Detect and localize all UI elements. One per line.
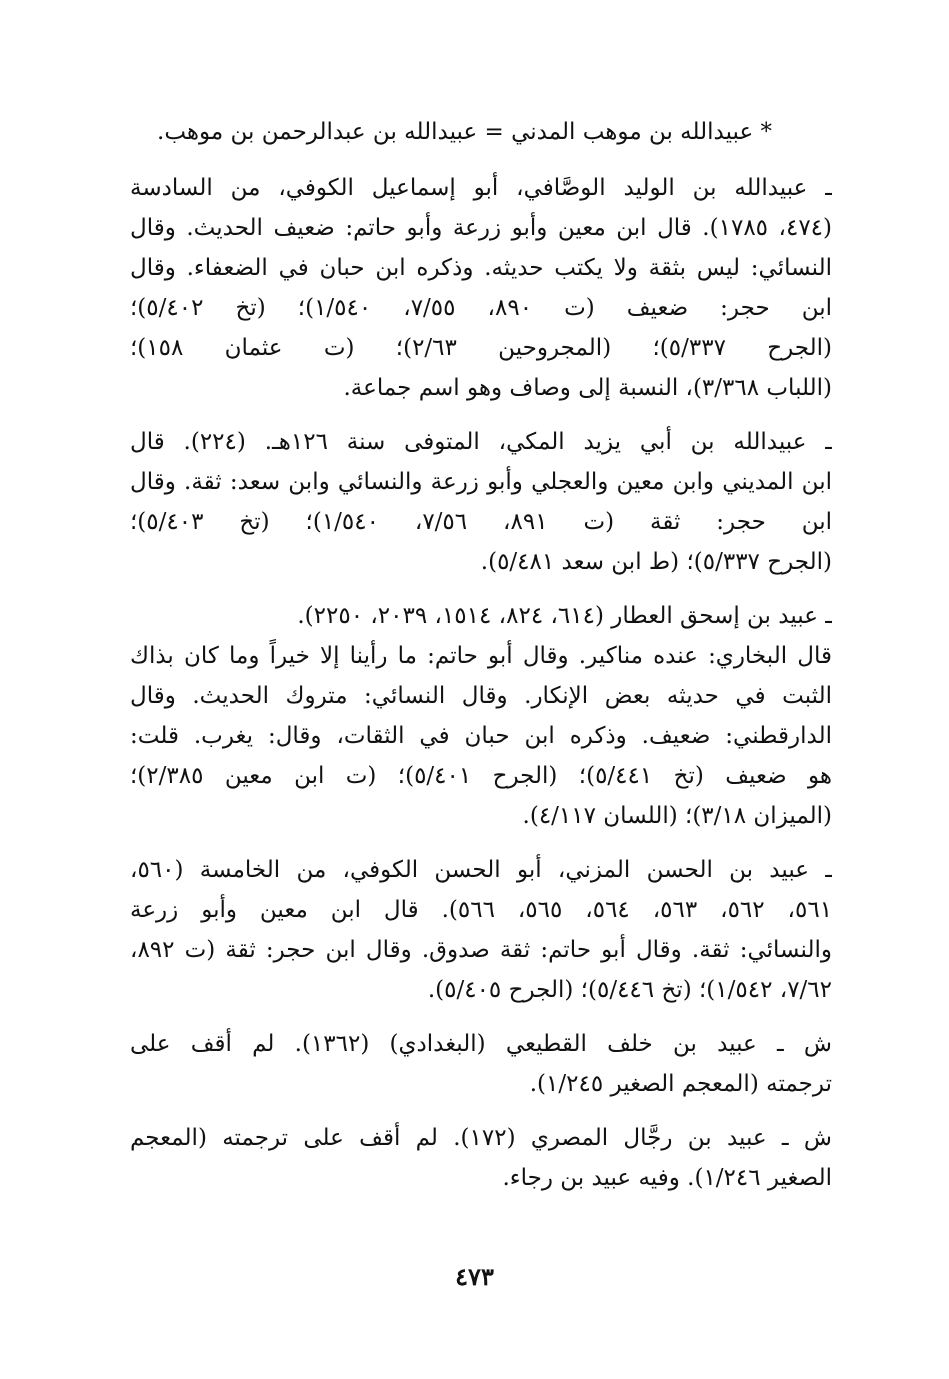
entry-line: ابن المديني وابن معين والعجلي وأبو زرعة والنسائي وابن سعد: ثقة. وقال [130,469,832,495]
page-body [130,112,832,1212]
entry-line: الصغير ١/٢٤٦). وفيه عبيد بن رجاء. [502,1165,832,1191]
entry-line: ابن حجر: ضعيف (ت ٨٩٠، ٧/٥٥، ١/٥٤٠)؛ (تخ ٥/٤٠٢)؛ [130,295,832,321]
entry-ubayd-ishaq [130,596,832,836]
entry-line: (الجرح ٥/٣٣٧)؛ (المجروحين ٢/٦٣)؛ (ت عثمان ١٥٨)؛ [130,335,832,361]
entry-ubayd-khalaf [130,1024,832,1104]
entry-line: ٥٦١، ٥٦٢، ٥٦٣، ٥٦٤، ٥٦٥، ٥٦٦). قال ابن معين وأبو زرعة [130,897,832,923]
entry-line: (الميزان ٣/١٨)؛ (اللسان ٤/١١٧). [522,803,832,829]
page-number: ٤٧٣ [455,1262,494,1291]
entry-line: (٤٧٤، ١٧٨٥). قال ابن معين وأبو زرعة وأبو حاتم: ضعيف الحديث. وقال [130,215,832,241]
entry-line: ـ عبيدالله بن أبي يزيد المكي، المتوفى سنة ١٢٦هـ. (٢٢٤). قال [130,429,832,455]
entry-line: قال البخاري: عنده مناكير. وقال أبو حاتم: ما رأينا إلا خيراً وما كان بذاك [130,643,832,669]
entry-line: ٧/٦٢، ١/٥٤٢)؛ (تخ ٥/٤٤٦)؛ (الجرح ٥/٤٠٥). [427,977,832,1003]
entry-line: ابن حجر: ثقة (ت ٨٩١، ٧/٥٦، ١/٥٤٠)؛ (تخ ٥/٤٠٣)؛ [130,509,832,535]
entry-line: ش ـ عبيد بن خلف القطيعي (البغدادي) (١٣٦٢). لم أقف على [130,1031,832,1057]
entry-line: ترجمته (المعجم الصغير ١/٢٤٥). [529,1071,832,1097]
entry-cross-reference [130,112,832,152]
entry-line: الثبت في حديثه بعض الإنكار. وقال النسائي: متروك الحديث. وقال [130,683,832,709]
entry-line: * عبيدالله بن موهب المدني = عبيدالله بن عبدالرحمن بن موهب. [157,119,772,145]
entry-ubaydallah-al-walid [130,168,832,408]
entry-line: النسائي: ليس بثقة ولا يكتب حديثه. وذكره ابن حبان في الضعفاء. وقال [130,255,832,281]
entry-line: هو ضعيف (تخ ٥/٤٤١)؛ (الجرح ٥/٤٠١)؛ (ت ابن معين ٢/٣٨٥)؛ [130,763,832,789]
entry-line: ـ عبيد بن الحسن المزني، أبو الحسن الكوفي، من الخامسة (٥٦٠، [130,857,832,883]
entry-line: (اللباب ٣/٣٦٨)، النسبة إلى وصاف وهو اسم جماعة. [343,375,832,401]
entry-line: ش ـ عبيد بن رجَّال المصري (١٧٢). لم أقف على ترجمته (المعجم [130,1125,832,1151]
entry-line: ـ عبيدالله بن الوليد الوصَّافي، أبو إسماعيل الكوفي، من السادسة [130,175,832,201]
entry-ubayd-rajjal [130,1118,832,1198]
entry-ubayd-hasan [130,850,832,1010]
entry-line: (الجرح ٥/٣٣٧)؛ (ط ابن سعد ٥/٤٨١). [480,549,832,575]
entry-ubaydallah-abi-yazid [130,422,832,582]
entry-line: الدارقطني: ضعيف. وذكره ابن حبان في الثقات، وقال: يغرب. قلت: [130,723,832,749]
entry-line: والنسائي: ثقة. وقال أبو حاتم: ثقة صدوق. وقال ابن حجر: ثقة (ت ٨٩٢، [130,937,832,963]
entry-line: ـ عبيد بن إسحق العطار (٦١٤، ٨٢٤، ١٥١٤، ٢٠٣٩، ٢٢٥٠). [297,603,832,629]
